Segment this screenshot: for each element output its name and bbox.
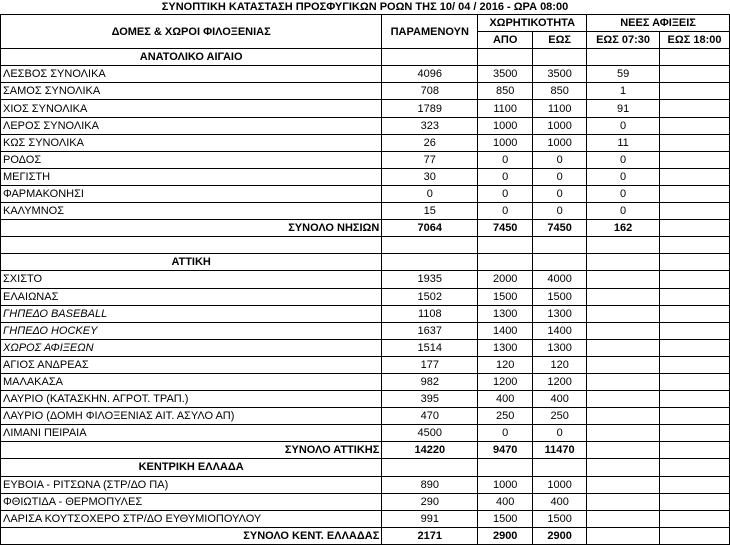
arrivals-0730-cell	[587, 459, 660, 476]
remaining-cell: 14220	[382, 442, 478, 459]
arrivals-1800-cell	[660, 134, 730, 151]
arrivals-0730-cell	[587, 408, 660, 425]
capacity-from-cell: 1000	[478, 476, 533, 493]
section-row	[1, 49, 730, 66]
structure-name: ΚΩΣ ΣΥΝΟΛΙΚΑ	[1, 134, 382, 151]
remaining-cell: 77	[382, 151, 478, 168]
table-row	[1, 408, 730, 425]
refugee-flows-table	[0, 14, 730, 545]
arrivals-0730-cell	[587, 391, 660, 408]
arrivals-0730-cell: 0	[587, 168, 660, 185]
arrivals-1800-cell	[660, 254, 730, 271]
arrivals-1800-cell	[660, 493, 730, 510]
structure-name: ΦΘΙΩΤΙΔΑ - ΘΕΡΜΟΠΥΛΕΣ	[1, 493, 382, 510]
structure-name: ΜΑΛΑΚΑΣΑ	[1, 373, 382, 390]
arrivals-0730-cell	[587, 305, 660, 322]
arrivals-0730-cell: 162	[587, 220, 660, 237]
arrivals-1800-cell	[660, 83, 730, 100]
table-row	[1, 185, 730, 202]
arrivals-1800-cell	[660, 185, 730, 202]
capacity-from-cell	[478, 49, 533, 66]
capacity-to-cell: 2900	[533, 527, 587, 544]
arrivals-0730-cell	[587, 510, 660, 527]
table-row	[1, 356, 730, 373]
table-row	[1, 271, 730, 288]
arrivals-1800-cell	[660, 151, 730, 168]
remaining-cell	[382, 459, 478, 476]
arrivals-0730-cell	[587, 49, 660, 66]
arrivals-0730-cell: 0	[587, 185, 660, 202]
arrivals-1800-cell	[660, 527, 730, 544]
table-row	[1, 288, 730, 305]
arrivals-1800-cell	[660, 322, 730, 339]
table-row	[1, 203, 730, 220]
capacity-from-cell: 400	[478, 493, 533, 510]
section-row	[1, 459, 730, 476]
table-row	[1, 168, 730, 185]
arrivals-0730-cell	[587, 476, 660, 493]
header-from: ΑΠΟ	[478, 32, 533, 49]
structure-name: ΦΑΡΜΑΚΟΝΗΣΙ	[1, 185, 382, 202]
arrivals-0730-cell: 0	[587, 117, 660, 134]
arrivals-1800-cell	[660, 459, 730, 476]
arrivals-0730-cell: 0	[587, 203, 660, 220]
remaining-cell: 1935	[382, 271, 478, 288]
document-title: ΣΥΝΟΠΤΙΚΗ ΚΑΤΑΣΤΑΣΗ ΠΡΟΣΦΥΓΙΚΩΝ ΡΟΩΝ ΤΗΣ 10/ 04 / 2016 - ΩΡΑ 08:00	[161, 1, 569, 13]
arrivals-1800-cell	[660, 100, 730, 117]
remaining-cell: 4500	[382, 425, 478, 442]
capacity-from-cell: 1200	[478, 373, 533, 390]
arrivals-0730-cell	[587, 442, 660, 459]
arrivals-0730-cell: 11	[587, 134, 660, 151]
capacity-from-cell: 1500	[478, 510, 533, 527]
capacity-from-cell: 7450	[478, 220, 533, 237]
total-row	[1, 220, 730, 237]
capacity-to-cell: 1000	[533, 117, 587, 134]
capacity-from-cell: 0	[478, 185, 533, 202]
remaining-cell	[382, 237, 478, 254]
table-row	[1, 66, 730, 83]
capacity-to-cell: 400	[533, 493, 587, 510]
arrivals-0730-cell: 59	[587, 66, 660, 83]
table-row	[1, 476, 730, 493]
remaining-cell: 890	[382, 476, 478, 493]
structure-name: ΓΗΠΕΔΟ HOCKEY	[1, 322, 382, 339]
remaining-cell: 290	[382, 493, 478, 510]
capacity-to-cell: 850	[533, 83, 587, 100]
arrivals-1800-cell	[660, 203, 730, 220]
arrivals-1800-cell	[660, 356, 730, 373]
remaining-cell: 15	[382, 203, 478, 220]
capacity-from-cell: 850	[478, 83, 533, 100]
structure-name: ΚΑΛΥΜΝΟΣ	[1, 203, 382, 220]
remaining-cell: 395	[382, 391, 478, 408]
remaining-cell: 1514	[382, 339, 478, 356]
capacity-from-cell: 1100	[478, 100, 533, 117]
table-row	[1, 373, 730, 390]
structure-name: ΕΛΑΙΩΝΑΣ	[1, 288, 382, 305]
structure-name: ΛΕΡΟΣ ΣΥΝΟΛΙΚΑ	[1, 117, 382, 134]
capacity-from-cell: 2000	[478, 271, 533, 288]
arrivals-0730-cell: 0	[587, 151, 660, 168]
arrivals-0730-cell	[587, 425, 660, 442]
remaining-cell: 177	[382, 356, 478, 373]
table-row	[1, 117, 730, 134]
arrivals-1800-cell	[660, 391, 730, 408]
arrivals-0730-cell	[587, 288, 660, 305]
structure-name: ΣΑΜΟΣ ΣΥΝΟΛΙΚΑ	[1, 83, 382, 100]
capacity-from-cell	[478, 459, 533, 476]
structure-name: ΕΥΒΟΙΑ - ΡΙΤΣΩΝΑ (ΣΤΡ/ΔΟ ΠΑ)	[1, 476, 382, 493]
capacity-from-cell: 2900	[478, 527, 533, 544]
capacity-to-cell: 1500	[533, 288, 587, 305]
capacity-to-cell: 250	[533, 408, 587, 425]
arrivals-1800-cell	[660, 373, 730, 390]
arrivals-0730-cell	[587, 271, 660, 288]
table-row	[1, 510, 730, 527]
remaining-cell: 982	[382, 373, 478, 390]
table-row	[1, 425, 730, 442]
capacity-to-cell	[533, 49, 587, 66]
remaining-cell: 991	[382, 510, 478, 527]
capacity-from-cell: 1500	[478, 288, 533, 305]
capacity-to-cell: 0	[533, 168, 587, 185]
arrivals-0730-cell	[587, 339, 660, 356]
table-row	[1, 339, 730, 356]
arrivals-0730-cell	[587, 356, 660, 373]
capacity-to-cell: 120	[533, 356, 587, 373]
section-title: ΑΤΤΙΚΗ	[1, 254, 382, 271]
structure-name: ΛΕΣΒΟΣ ΣΥΝΟΛΙΚΑ	[1, 66, 382, 83]
structure-name: ΧΩΡΟΣ ΑΦΙΞΕΩΝ	[1, 339, 382, 356]
structure-name: ΑΓΙΟΣ ΑΝΔΡΕΑΣ	[1, 356, 382, 373]
section-title: ΑΝΑΤΟΛΙΚΟ ΑΙΓΑΙΟ	[1, 49, 382, 66]
header-row-1	[1, 15, 730, 32]
capacity-from-cell: 3500	[478, 66, 533, 83]
capacity-to-cell: 1000	[533, 476, 587, 493]
capacity-to-cell: 3500	[533, 66, 587, 83]
remaining-cell: 1789	[382, 100, 478, 117]
structure-name: ΛΑΥΡΙΟ (ΚΑΤΑΣΚΗΝ. ΑΓΡΟΤ. ΤΡΑΠ.)	[1, 391, 382, 408]
arrivals-1800-cell	[660, 442, 730, 459]
capacity-from-cell: 1300	[478, 339, 533, 356]
header-remaining: ΠΑΡΑΜΕΝΟΥΝ	[382, 15, 478, 49]
structure-name: ΛΑΡΙΣΑ ΚΟΥΤΣΟΧΕΡΟ ΣΤΡ/ΔΟ ΕΥΘΥΜΙΟΠΟΥΛΟΥ	[1, 510, 382, 527]
arrivals-1800-cell	[660, 476, 730, 493]
remaining-cell	[382, 49, 478, 66]
capacity-from-cell: 400	[478, 391, 533, 408]
capacity-to-cell: 1300	[533, 339, 587, 356]
capacity-to-cell: 1300	[533, 305, 587, 322]
capacity-from-cell: 1000	[478, 117, 533, 134]
remaining-cell: 1108	[382, 305, 478, 322]
structure-name: ΓΗΠΕΔΟ BASEBALL	[1, 305, 382, 322]
capacity-from-cell: 1300	[478, 305, 533, 322]
remaining-cell: 1502	[382, 288, 478, 305]
capacity-from-cell: 250	[478, 408, 533, 425]
table-row	[1, 391, 730, 408]
capacity-to-cell: 1000	[533, 134, 587, 151]
capacity-from-cell: 9470	[478, 442, 533, 459]
arrivals-0730-cell	[587, 493, 660, 510]
structure-name: ΛΙΜΑΝΙ ΠΕΙΡΑΙΑ	[1, 425, 382, 442]
arrivals-0730-cell	[587, 373, 660, 390]
structure-name: ΛΑΥΡΙΟ (ΔΟΜΗ ΦΙΛΟΞΕΝΙΑΣ ΑΙΤ. ΑΣΥΛΟ ΑΠ)	[1, 408, 382, 425]
blank-cell	[1, 237, 382, 254]
arrivals-1800-cell	[660, 339, 730, 356]
capacity-to-cell: 7450	[533, 220, 587, 237]
header-until-0730: ΕΩΣ 07:30	[587, 32, 660, 49]
table-row	[1, 322, 730, 339]
arrivals-1800-cell	[660, 117, 730, 134]
arrivals-1800-cell	[660, 271, 730, 288]
capacity-to-cell: 1100	[533, 100, 587, 117]
arrivals-0730-cell	[587, 322, 660, 339]
total-row	[1, 442, 730, 459]
capacity-to-cell	[533, 254, 587, 271]
arrivals-1800-cell	[660, 237, 730, 254]
arrivals-1800-cell	[660, 288, 730, 305]
capacity-from-cell: 0	[478, 203, 533, 220]
arrivals-1800-cell	[660, 425, 730, 442]
total-label: ΣΥΝΟΛΟ ΝΗΣΙΩΝ	[1, 220, 382, 237]
arrivals-1800-cell	[660, 168, 730, 185]
total-row	[1, 527, 730, 544]
remaining-cell: 2171	[382, 527, 478, 544]
structure-name: ΡΟΔΟΣ	[1, 151, 382, 168]
capacity-to-cell: 400	[533, 391, 587, 408]
capacity-to-cell: 0	[533, 203, 587, 220]
header-structures: ΔΟΜΕΣ & ΧΩΡΟΙ ΦΙΛΟΞΕΝΙΑΣ	[1, 15, 382, 49]
arrivals-1800-cell	[660, 408, 730, 425]
remaining-cell: 26	[382, 134, 478, 151]
capacity-to-cell: 0	[533, 185, 587, 202]
remaining-cell: 708	[382, 83, 478, 100]
header-until-1800: ΕΩΣ 18:00	[660, 32, 730, 49]
remaining-cell: 470	[382, 408, 478, 425]
table-row	[1, 100, 730, 117]
total-label: ΣΥΝΟΛΟ ΑΤΤΙΚΗΣ	[1, 442, 382, 459]
capacity-from-cell: 0	[478, 151, 533, 168]
arrivals-0730-cell	[587, 527, 660, 544]
arrivals-0730-cell	[587, 254, 660, 271]
structure-name: ΣΧΙΣΤΟ	[1, 271, 382, 288]
capacity-from-cell	[478, 237, 533, 254]
remaining-cell: 30	[382, 168, 478, 185]
arrivals-1800-cell	[660, 220, 730, 237]
table-row	[1, 83, 730, 100]
capacity-to-cell: 0	[533, 425, 587, 442]
capacity-to-cell: 1400	[533, 322, 587, 339]
capacity-to-cell	[533, 459, 587, 476]
table-row	[1, 305, 730, 322]
capacity-from-cell: 1400	[478, 322, 533, 339]
header-capacity: ΧΩΡΗΤΙΚΟΤΗΤΑ	[478, 15, 587, 32]
capacity-to-cell	[533, 237, 587, 254]
arrivals-0730-cell	[587, 237, 660, 254]
capacity-to-cell: 4000	[533, 271, 587, 288]
capacity-from-cell: 0	[478, 425, 533, 442]
section-row	[1, 254, 730, 271]
remaining-cell: 0	[382, 185, 478, 202]
capacity-to-cell: 11470	[533, 442, 587, 459]
section-title: ΚΕΝΤΡΙΚΗ ΕΛΛΑΔΑ	[1, 459, 382, 476]
arrivals-0730-cell: 91	[587, 100, 660, 117]
blank-row	[1, 237, 730, 254]
structure-name: ΜΕΓΙΣΤΗ	[1, 168, 382, 185]
header-to: ΕΩΣ	[533, 32, 587, 49]
capacity-to-cell: 1200	[533, 373, 587, 390]
remaining-cell: 4096	[382, 66, 478, 83]
arrivals-0730-cell: 1	[587, 83, 660, 100]
remaining-cell: 1637	[382, 322, 478, 339]
arrivals-1800-cell	[660, 49, 730, 66]
capacity-from-cell: 1000	[478, 134, 533, 151]
table-row	[1, 134, 730, 151]
table-row	[1, 493, 730, 510]
remaining-cell: 7064	[382, 220, 478, 237]
remaining-cell	[382, 254, 478, 271]
capacity-from-cell	[478, 254, 533, 271]
arrivals-1800-cell	[660, 66, 730, 83]
header-new-arrivals: ΝΕΕΣ ΑΦΙΞΕΙΣ	[587, 15, 730, 32]
capacity-to-cell: 0	[533, 151, 587, 168]
remaining-cell: 323	[382, 117, 478, 134]
structure-name: ΧΙΟΣ ΣΥΝΟΛΙΚΑ	[1, 100, 382, 117]
arrivals-1800-cell	[660, 510, 730, 527]
capacity-to-cell: 1500	[533, 510, 587, 527]
capacity-from-cell: 0	[478, 168, 533, 185]
capacity-from-cell: 120	[478, 356, 533, 373]
table-row	[1, 151, 730, 168]
total-label: ΣΥΝΟΛΟ ΚΕΝΤ. ΕΛΛΑΔΑΣ	[1, 527, 382, 544]
arrivals-1800-cell	[660, 305, 730, 322]
